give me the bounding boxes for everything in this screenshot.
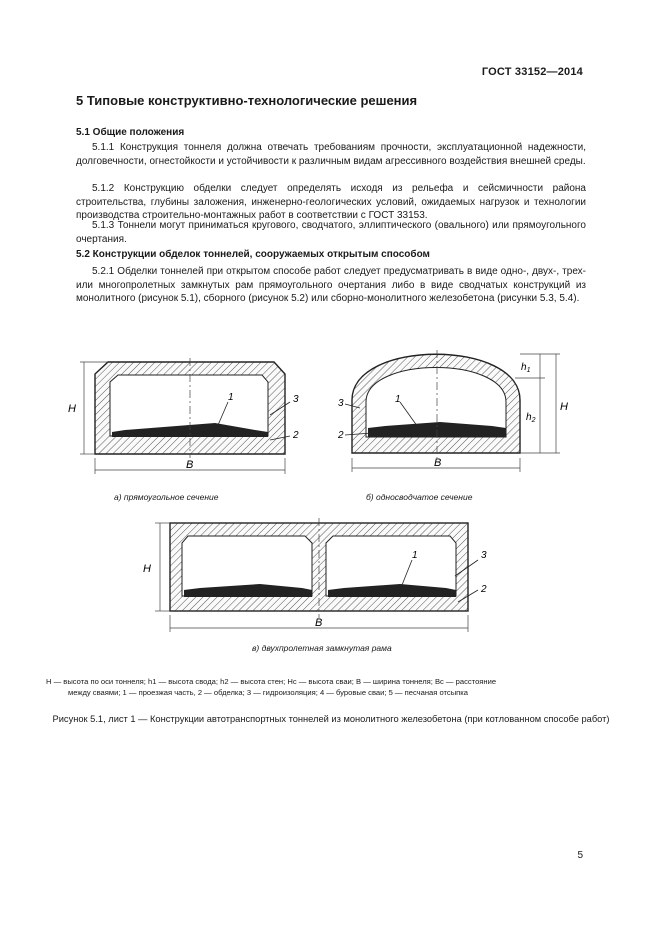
fig-b-callout-2: 2 — [338, 430, 344, 441]
page-number: 5 — [577, 850, 583, 861]
fig-c-callout-3: 3 — [481, 550, 487, 561]
fig-b-height-label: H — [560, 401, 568, 413]
fig-b-caption: б) односводчатое сечение — [366, 492, 473, 502]
fig-c-height-label: H — [143, 563, 151, 575]
figure-5-1-drawings — [0, 340, 661, 650]
fig-c-callout-2: 2 — [481, 584, 487, 595]
figure-b-vaulted-section — [337, 350, 568, 472]
fig-a-callout-2: 2 — [293, 430, 299, 441]
paragraph-5-2-1-text: 5.2.1 Обделки тоннелей при открытом способе работ следует предусматривать в виде одно-, двух-, трех- или многопролетных замкнутых рам прямоугольного очертания либо в виде сводчатых конструкций из монолитного (рисунок 5.1), сборного (рисунок 5.2) или сборно-монолитного железобетона (рисунки 5.3, 5.4). — [76, 266, 586, 305]
fig-c-caption: в) двухпролетная замкнутая рама — [252, 643, 392, 653]
fig-b-width-label: B — [434, 457, 442, 469]
section-title: 5 Типовые конструктивно-технологические решения — [76, 93, 418, 108]
figure-caption: Рисунок 5.1, лист 1 — Конструкции автотранспортных тоннелей из монолитного железобетона (при котлованном способе работ) — [52, 714, 610, 724]
figure-c-double-span-frame — [143, 518, 487, 632]
fig-a-callout-1: 1 — [228, 392, 234, 403]
fig-c-callout-1: 1 — [412, 550, 418, 561]
fig-b-wall-height-label: $h_2$ — [526, 412, 536, 424]
fig-a-width-label: B — [186, 459, 194, 471]
doc-number: ГОСТ 33152—2014 — [481, 66, 583, 78]
paragraph-5-1-2-text: 5.1.2 Конструкцию обделки следует определять исходя из рельефа и сейсмичности района строительства, глубины заложения, инженерно-геологических условий, ожидаемых нагрузок и технологии производства строительно-монтажных работ в соответствии с ГОСТ 33153. — [76, 183, 586, 222]
legend-line-2: между сваями; 1 — проезжая часть, 2 — обделка; 3 — гидроизоляция; 4 — буровые сваи; 5 — песчаная отсыпка — [68, 688, 469, 697]
paragraph-5-1-1-text: 5.1.1 Конструкция тоннеля должна отвечать требованиям прочности, эксплуатационной надежности, долговечности, огнестойкости и устойчивости к различным видам агрессивного воздействия внешней среды. — [76, 142, 586, 167]
legend-line-1: H — высота по оси тоннеля; h1 — высота свода; h2 — высота стен; Hc — высота сваи; B — ширина тоннеля; Bc — расстояние — [46, 677, 497, 686]
paragraph-5-1-2 — [76, 182, 586, 223]
subsection-title-general: 5.1 Общие положения — [76, 127, 185, 138]
fig-a-height-label: H — [68, 403, 76, 415]
paragraph-5-1-3-text: 5.1.3 Тоннели могут приниматься кругового, сводчатого, эллиптического (овального) или прямоугольного очертания. — [76, 220, 586, 245]
fig-b-callout-3: 3 — [338, 398, 344, 409]
paragraph-5-1-3 — [76, 219, 586, 246]
fig-b-callout-1: 1 — [395, 394, 401, 405]
fig-c-width-label: B — [315, 617, 323, 629]
subsection-title-open-method: 5.2 Конструкции обделок тоннелей, сооружаемых открытым способом — [76, 249, 430, 260]
paragraph-5-1-1 — [76, 141, 586, 168]
paragraph-5-2-1 — [76, 265, 586, 306]
fig-b-vault-height-label: $h_1$ — [521, 362, 531, 374]
figure-a-rectangular-section — [68, 358, 299, 474]
fig-a-caption: а) прямоугольное сечение — [114, 492, 219, 502]
figure-legend — [46, 676, 606, 698]
fig-a-callout-3: 3 — [293, 394, 299, 405]
